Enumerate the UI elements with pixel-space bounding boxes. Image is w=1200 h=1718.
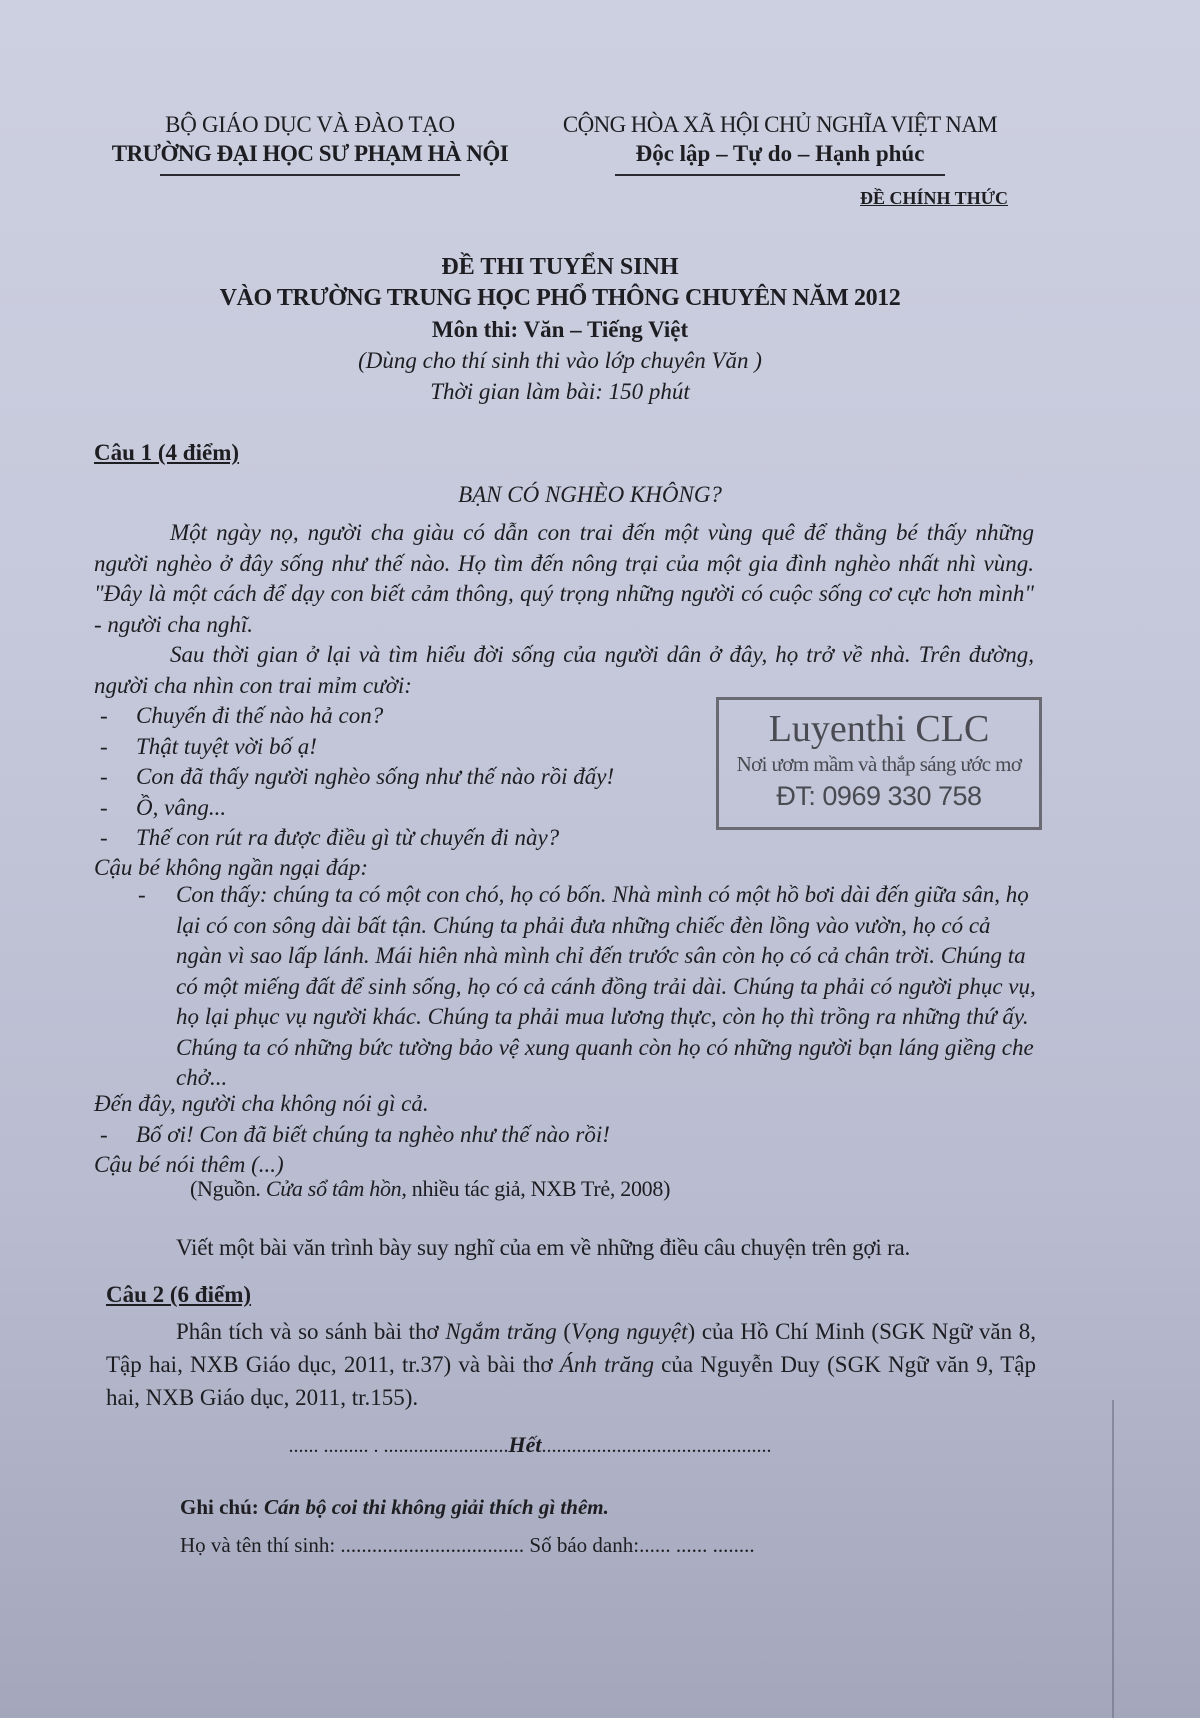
end-dots-right: .............................................. [541,1435,772,1457]
dialogue-line: - Chuyến đi thế nào hả con? [94,701,714,732]
header-right-rule [615,174,945,176]
exam-title-block [150,252,970,407]
candidate-id-blank: ...... ...... ........ [639,1533,755,1557]
header-right [530,110,1030,176]
story-title: BẠN CÓ NGHÈO KHÔNG? [458,482,722,507]
q2-text-part: ( [556,1319,572,1344]
question-1-task: Viết một bài văn trình bày suy nghĩ của em về những điều câu chuyện trên gợi ra. [176,1235,911,1260]
poem-title-ngam-trang: Ngắm trăng [445,1319,557,1344]
boy-reply-text: Con thấy: chúng ta có một con chó, họ có bốn. Nhà mình có một hồ bơi dài đến giữa sân, họ lại có con sông dài bất tận. Chúng ta phải đưa những chiếc đèn lồng vào vườn, họ có cả ngàn vì sao lấp lánh. Mái hiên nhà mình chỉ đến trước sân còn họ có cả chân trời. Chúng ta có một miếng đất để sinh sống, họ có cả cánh đồng trải dài. Chúng ta phải có người phục vụ, họ lại phục vụ người khác. Chúng ta phải mua lương thực, còn họ thì trồng ra những thứ ấy. Chúng ta có những bức tường bảo vệ xung quanh còn họ có những người bạn láng giềng che chở... [176,882,1036,1090]
q2-text-part: của Nguyễn Duy (SGK Ngữ văn 9, Tập hai, NXB Giáo dục, 2011, tr.155). [106,1352,1037,1410]
dialogue-line: - Thật tuyệt vời bố ạ! [94,732,714,763]
candidate-id-label: Số báo danh: [524,1533,640,1557]
boy-final-list [94,1120,794,1151]
question-1-heading: Câu 1 (4 điểm) [94,440,240,465]
dialogue-line: - Con đã thấy người nghèo sống như thế nào rồi đấy! [94,762,714,793]
official-label: ĐỀ CHÍNH THỨC [860,188,1009,208]
paragraph-2-text: Sau thời gian ở lại và tìm hiểu đời sống của người dân ở đây, họ trở về nhà. Trên đường, người cha nhìn con trai mỉm cười: [94,642,1034,698]
poem-title-vong-nguyet: Vọng nguyệt [571,1319,688,1344]
source-book-title: Cửa sổ tâm hồn [265,1176,402,1201]
question-2-text [106,1315,1036,1414]
dialogue-list [94,701,714,854]
candidate-info-line [180,1533,755,1558]
question-2-heading: Câu 2 (6 điểm) [106,1282,252,1307]
ministry-name: BỘ GIÁO DỤC VÀ ĐÀO TẠO [165,112,455,137]
boy-final-line: - Bố ơi! Con đã biết chúng ta nghèo như thế nào rồi! [94,1120,794,1151]
header-left [90,110,530,176]
dialogue-line: - Thế con rút ra được điều gì từ chuyến đi này? [94,823,714,854]
note-text: Cán bộ coi thi không giải thích gì thêm. [264,1495,609,1519]
end-marker [190,1432,870,1458]
story-paragraph-2 [94,640,1034,701]
watermark-stamp [716,697,1042,830]
candidate-name-label: Họ và tên thí sinh: [180,1533,341,1557]
boy-final-container [94,1120,794,1151]
note-label: Ghi chú: [180,1495,265,1519]
header-left-rule [160,174,460,176]
stamp-brand: Luyenthi CLC [768,708,990,750]
father-silent-line: Đến đây, người cha không nói gì cả. [94,1091,429,1116]
paragraph-1-text: Một ngày nọ, người cha giàu có dẫn con trai đến một vùng quê để thằng bé thấy những người nghèo ở đây sống như thế nào. Họ tìm đến nông trại của một gia đình nghèo nhất nhì vùng. "Đây là một cách để dạy con biết cảm thông, quý trọng những người có cuộc sống cơ cực hơn mình" - người cha nghĩ. [94,520,1034,637]
nation-name: CỘNG HÒA XÃ HỘI CHỦ NGHĨA VIỆT NAM [562,112,998,137]
boy-adds-line: Cậu bé nói thêm (...) [94,1152,284,1177]
boy-reply-intro: Cậu bé không ngần ngại đáp: [94,855,369,880]
stamp-slogan: Nơi ươm mầm và thắp sáng ước mơ [736,752,1022,776]
dialogue-list-container [94,701,714,854]
university-name: TRƯỜNG ĐẠI HỌC SƯ PHẠM HÀ NỘI [111,141,509,166]
q2-text-part: ) của Hồ Chí Minh (SGK Ngữ văn 8, Tập hai, NXB Giáo dục, 2011, tr.37) và bài thơ [106,1319,1036,1377]
exam-duration: Thời gian làm bài: 150 phút [430,379,690,404]
national-motto: Độc lập – Tự do – Hạnh phúc [635,141,925,166]
story-source [190,1176,670,1202]
stamp-phone: ĐT: 0969 330 758 [776,781,982,811]
exam-subtitle: VÀO TRƯỜNG TRUNG HỌC PHỔ THÔNG CHUYÊN NĂM 2012 [219,285,901,311]
exam-audience: (Dùng cho thí sinh thi vào lớp chuyên Văn ) [358,348,762,373]
q2-text-part: Phân tích và so sánh bài thơ [176,1319,446,1344]
boy-reply-block [138,880,1036,1094]
source-suffix: , nhiều tác giả, NXB Trẻ, 2008) [401,1176,671,1201]
dialogue-line: - Ồ, vâng... [94,793,714,824]
candidate-name-blank: ................................... [340,1533,525,1557]
story-paragraph-1 [94,518,1034,640]
exam-subject: Môn thi: Văn – Tiếng Việt [431,317,689,342]
dash-bullet: - [138,882,146,907]
exam-title: ĐỀ THI TUYỂN SINH [441,254,679,280]
source-prefix: (Nguồn. [190,1176,266,1201]
page-crease [1112,1400,1114,1718]
poem-title-anh-trang: Ánh trăng [559,1352,654,1377]
end-dots-left: ...... ......... . ......................... [288,1435,509,1457]
footer-note [180,1495,609,1520]
end-label: Hết [508,1432,542,1457]
